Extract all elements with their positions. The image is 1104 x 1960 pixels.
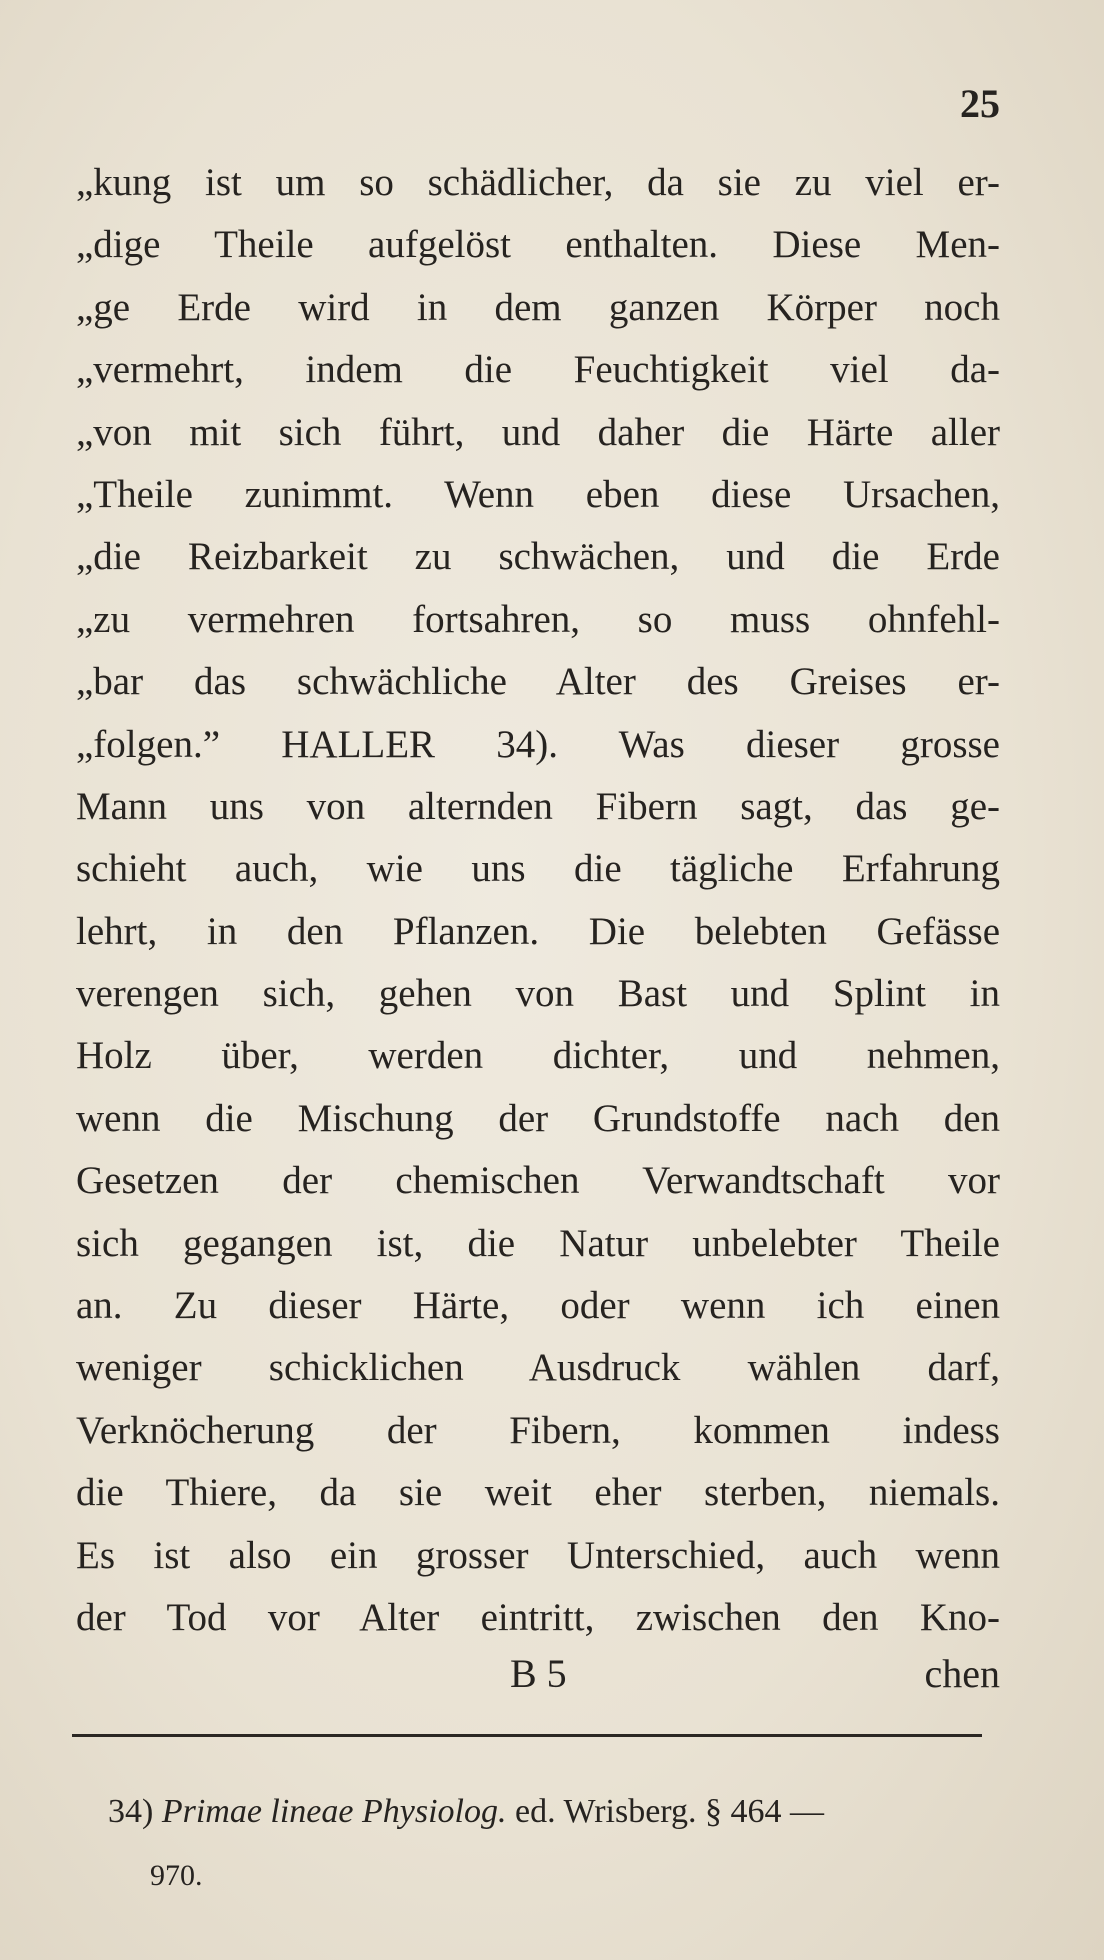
- signature-mark: B 5: [510, 1651, 567, 1696]
- footnote-title: Primae lineae Physiolog.: [161, 1793, 507, 1830]
- text-line: lehrt, in den Pflanzen. Die belebten Gefässe: [76, 909, 1000, 953]
- text-line: „vermehrt, indem die Feuchtigkeit viel da-: [76, 348, 1000, 392]
- text-line: verengen sich, gehen von Bast und Splint in: [76, 972, 1000, 1016]
- text-line: Es ist also ein grosser Unterschied, auch wenn: [76, 1533, 1000, 1577]
- text-line: „folgen.” HALLER 34). Was dieser grosse: [76, 722, 1000, 766]
- footnote-continuation: 970.: [150, 1859, 203, 1892]
- text-line: an. Zu dieser Härte, oder wenn ich einen: [76, 1284, 1000, 1328]
- text-line: „von mit sich führt, und daher die Härte aller: [76, 410, 1000, 454]
- text-line: „bar das schwächliche Alter des Greises er-: [76, 660, 1000, 704]
- page-number: 25: [960, 81, 1000, 126]
- text-line: „dige Theile aufgelöst enthalten. Diese Men-: [76, 223, 1000, 267]
- text-line: „Theile zunimmt. Wenn eben diese Ursachen,: [76, 472, 1000, 516]
- text-line: der Tod vor Alter eintritt, zwischen den Kno-: [76, 1595, 1000, 1639]
- footnote-reference: ed. Wrisberg. § 464 —: [514, 1793, 824, 1830]
- text-line: „zu vermehren fortsahren, so muss ohnfehl-: [76, 597, 1000, 641]
- text-line: weniger schicklichen Ausdruck wählen darf,: [76, 1346, 1000, 1390]
- text-line: Gesetzen der chemischen Verwandtschaft vor: [76, 1159, 1000, 1203]
- footnote: [108, 1792, 824, 1832]
- text-line: „kung ist um so schädlicher, da sie zu viel er-: [76, 161, 1000, 204]
- body-text: [76, 152, 1000, 1649]
- text-line: Holz über, werden dichter, und nehmen,: [76, 1034, 1000, 1078]
- text-line: Verknöcherung der Fibern, kommen indess: [76, 1408, 1000, 1452]
- text-line: Mann uns von alternden Fibern sagt, das ge-: [76, 784, 1000, 828]
- page-footer-row: [500, 1644, 1000, 1704]
- text-line: sich gegangen ist, die Natur unbelebter Theile: [76, 1221, 1000, 1265]
- text-line: die Thiere, da sie weit eher sterben, niemals.: [76, 1471, 1000, 1515]
- text-line: wenn die Mischung der Grundstoffe nach den: [76, 1096, 1000, 1140]
- catchword: chen: [924, 1651, 1000, 1696]
- footnote-divider: [72, 1734, 982, 1737]
- text-line: „die Reizbarkeit zu schwächen, und die Erde: [76, 535, 1000, 579]
- text-line: „ge Erde wird in dem ganzen Körper noch: [76, 285, 1000, 329]
- footnote-number: 34): [108, 1793, 154, 1830]
- text-line: schieht auch, wie uns die tägliche Erfahrung: [76, 847, 1000, 891]
